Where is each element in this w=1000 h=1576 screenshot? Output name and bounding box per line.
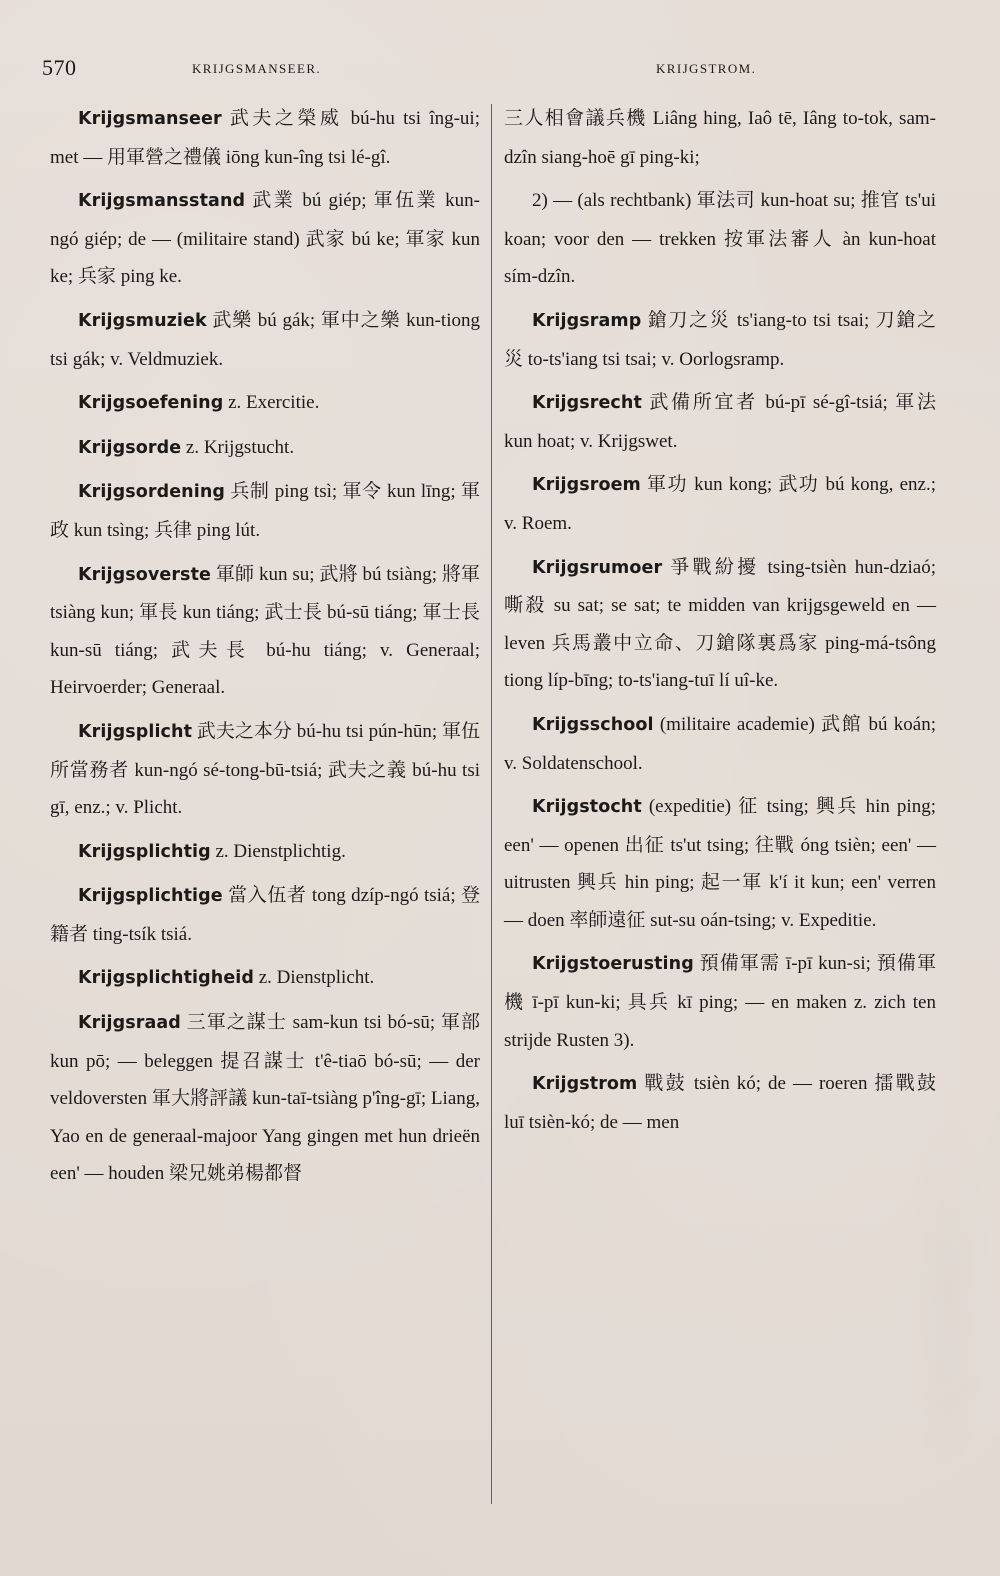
entry-headword: Krijgstocht bbox=[532, 797, 642, 818]
dictionary-entry-sense bbox=[504, 182, 936, 296]
entry-headword: Krijgsordening bbox=[78, 482, 226, 503]
entry-headword: Krijgsplicht bbox=[78, 721, 193, 742]
entry-text: 三人相會議兵機 Liâng hing, Iaô tē, Iâng to-tok, sam-dzîn siang-hoē gī ping-ki; bbox=[504, 108, 936, 168]
entry-headword: Krijgsramp bbox=[532, 310, 642, 331]
left-column bbox=[50, 100, 480, 1536]
dictionary-entry bbox=[50, 473, 480, 549]
entry-headword: Krijgsplichtige bbox=[78, 886, 223, 907]
dictionary-entry bbox=[50, 429, 480, 468]
entry-text: (militaire academie) 武館 bú koán; v. Soldatenschool. bbox=[504, 713, 936, 774]
dictionary-entry bbox=[50, 959, 480, 998]
running-headword-right: KRIJGSTROM. bbox=[656, 61, 757, 76]
entry-headword: Krijgsraad bbox=[78, 1013, 181, 1034]
entry-text: z. Krijgstucht. bbox=[185, 436, 295, 458]
running-head bbox=[42, 55, 960, 89]
column-divider bbox=[491, 104, 492, 1504]
entry-text: 武備所宜者 bú-pī sé-gî-tsiá; 軍法 kun hoat; v. Krijgswet. bbox=[504, 392, 936, 452]
entry-text: 當入伍者 tong dzíp-ngó tsiá; 登籍者 ting-tsík tsiá. bbox=[50, 885, 481, 945]
entry-text: 爭戰紛擾 tsing-tsièn hun-dziaó; 嘶殺 su sat; se sat; te midden van krijgsgeweld en — leven 兵馬叢中立命、刀鎗隊裏爲家 ping-má-tsông tiong líp-bīng; to-ts'iang-tuī lí uî-ke. bbox=[504, 556, 936, 692]
dictionary-entry bbox=[50, 713, 480, 827]
entry-text: 武業 bú giép; 軍伍業 kun-ngó giép; de — (militaire stand) 武家 bú ke; 軍家 kun ke; 兵家 ping ke. bbox=[50, 190, 480, 288]
entry-text: 軍師 kun su; 武將 bú tsiàng; 將軍 tsiàng kun; 軍長 kun tiáng; 武士長 bú-sū tiáng; 軍士長 kun-sū tiáng; 武夫長 bú-hu tiáng; v. Generaal; Heirvoerder; Generaal. bbox=[50, 563, 480, 699]
entry-headword: Krijgstoerusting bbox=[532, 954, 694, 975]
entry-headword: Krijgsoefening bbox=[78, 393, 224, 414]
entry-text: 鎗刀之災 ts'iang-to tsi tsai; 刀鎗之災 to-ts'iang tsi tsai; v. Oorlogsramp. bbox=[504, 309, 936, 370]
entry-text: 軍功 kun kong; 武功 bú kong, enz.; v. Roem. bbox=[504, 474, 936, 534]
dictionary-entry bbox=[504, 788, 936, 939]
entry-headword: Krijgsplichtig bbox=[78, 841, 211, 862]
entry-text: 兵制 ping tsì; 軍令 kun līng; 軍政 kun tsìng; 兵律 ping lút. bbox=[50, 481, 480, 541]
entry-headword: Krijgsmanseer bbox=[78, 109, 222, 129]
dictionary-entry bbox=[504, 1065, 936, 1141]
entry-text: 武夫之本分 bú-hu tsi pún-hūn; 軍伍所當務者 kun-ngó sé-tong-bū-tsiá; 武夫之義 bú-hu tsi gī, enz.; v. Plicht. bbox=[50, 720, 480, 819]
entry-headword: Krijgsrumoer bbox=[532, 557, 663, 578]
entry-text: z. Exercitie. bbox=[228, 392, 320, 414]
entry-text: 武夫之榮威 bú-hu tsi îng-ui; met — 用軍營之禮儀 iōng kun-îng tsi lé-gî. bbox=[50, 108, 480, 168]
dictionary-entry bbox=[50, 1004, 480, 1193]
entry-headword: Krijgsoverste bbox=[78, 564, 212, 585]
right-column bbox=[504, 100, 936, 1536]
entry-text: (expeditie) 征 tsing; 興兵 hin ping; een' — openen 出征 ts'ut tsing; 往戰 óng tsièn; een' — uitrusten 興兵 hin ping; 起一軍 k'í it kun; een' verren — doen 率師遠征 sut-su oán-tsing; v. Expeditie. bbox=[504, 796, 936, 931]
dictionary-entry bbox=[50, 302, 480, 378]
entry-text: 戰鼓 tsièn kó; de — roeren 擂戰鼓 luī tsièn-kó; de — men bbox=[504, 1073, 936, 1133]
entry-headword: Krijgsschool bbox=[532, 714, 654, 735]
dictionary-entry bbox=[50, 833, 480, 872]
entry-text: z. Dienstplicht. bbox=[258, 967, 375, 989]
dictionary-entry bbox=[504, 466, 936, 542]
dictionary-entry bbox=[50, 556, 480, 707]
running-headword-left: KRIJGSMANSEER. bbox=[192, 61, 322, 76]
entry-text: 預備軍需 ī-pī kun-si; 預備軍機 ī-pī kun-ki; 具兵 kī ping; — en maken z. zich ten strijde Rusten 3). bbox=[504, 953, 936, 1051]
entry-text: 三軍之謀士 sam-kun tsi bó-sū; 軍部 kun pō; — beleggen 提召謀士 t'ê-tiaō bó-sū; — der veldoversten 軍大將評議 kun-taī-tsiàng p'îng-gī; Liang, Yao en de generaal-majoor Yang gingen met hun drieën een' — houden 梁兄姚弟楊都督 bbox=[50, 1012, 480, 1185]
entry-text: 武樂 bú gák; 軍中之樂 kun-tiong tsi gák; v. Veldmuziek. bbox=[50, 309, 480, 370]
dictionary-entry bbox=[504, 706, 936, 782]
dictionary-entry bbox=[504, 549, 936, 700]
entry-headword: Krijgsmansstand bbox=[78, 191, 246, 212]
dictionary-entry bbox=[504, 384, 936, 460]
dictionary-entry-continuation bbox=[504, 100, 936, 176]
entry-text: z. Dienstplichtig. bbox=[215, 840, 346, 862]
entry-headword: Krijgsroem bbox=[532, 475, 641, 496]
entry-headword: Krijgsorde bbox=[78, 437, 182, 458]
dictionary-entry bbox=[50, 182, 480, 296]
dictionary-entry bbox=[50, 100, 480, 176]
page-number: 570 bbox=[42, 55, 77, 80]
dictionary-entry bbox=[504, 302, 936, 378]
entry-headword: Krijgsplichtigheid bbox=[78, 968, 255, 989]
entry-headword: Krijgstrom bbox=[532, 1074, 638, 1095]
dictionary-entry bbox=[504, 945, 936, 1059]
dictionary-entry bbox=[50, 877, 480, 953]
entry-text: 2) — (als rechtbank) 軍法司 kun-hoat su; 推官 ts'ui koan; voor den — trekken 按軍法審人 àn kun-hoat sím-dzîn. bbox=[504, 190, 936, 288]
entry-headword: Krijgsmuziek bbox=[78, 310, 207, 331]
entry-headword: Krijgsrecht bbox=[532, 393, 642, 414]
dictionary-entry bbox=[50, 384, 480, 423]
